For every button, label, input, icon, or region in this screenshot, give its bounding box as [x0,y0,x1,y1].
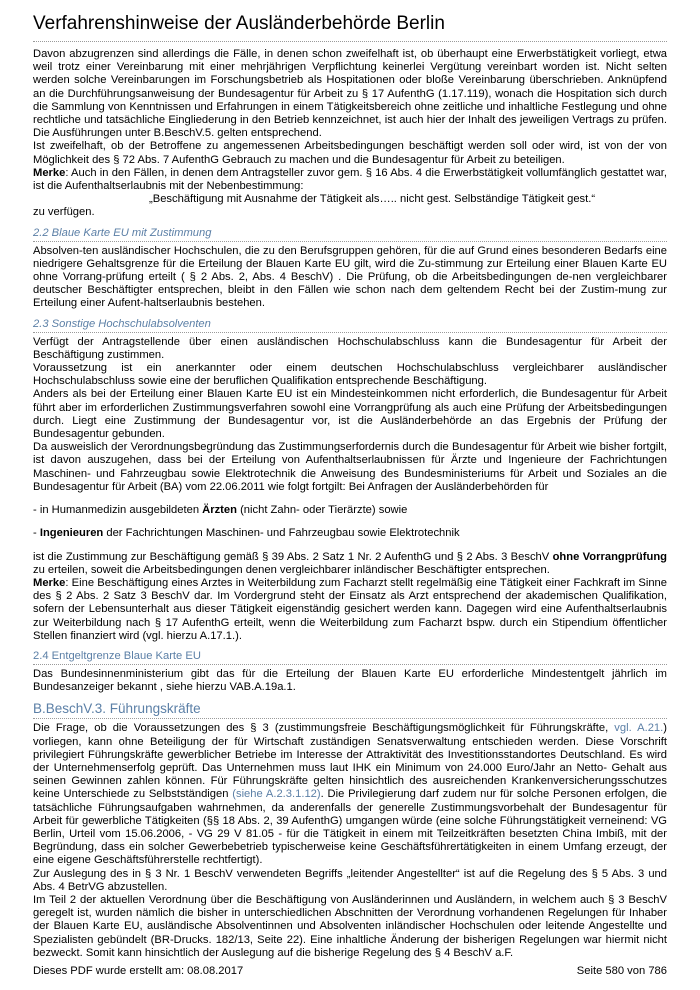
intro-paragraph-2: Ist zweifelhaft, ob der Betroffene zu angemessenen Arbeitsbedingungen beschäftigt werden soll oder wird, ist von der von Möglichkeit des § 72 Abs. 7 AufenthG Gebrauch zu machen und die Bundesagentur für Arbeit zu beteiligen. [33,140,667,166]
section-2-3-paragraph-1: Verfügt der Antragstellende über einen ausländischen Hochschulabschluss kann die Bundesagentur für Arbeit der Beschäftigung zustimmen. [33,335,667,361]
document-title: Verfahrenshinweise der Ausländerbehörde Berlin [33,12,667,42]
quoted-condition: „Beschäftigung mit Ausnahme der Tätigkeit als….. nicht gest. Selbständige Tätigkeit gest.“ [149,193,596,206]
list-item-engineers [33,527,667,540]
list-item-bold: Ärzten [202,504,237,517]
paragraph-text: ist die Zustimmung zur Beschäftigung gemäß § 39 Abs. 2 Satz 1 Nr. 2 AufenthG und § 2 Abs. 3 BeschV [33,550,553,563]
section-3-paragraph-3: Im Teil 2 der aktuellen Verordnung über die Beschäftigung von Ausländerinnen und Ausländern, in welchem auch § 3 BeschV geregelt ist, wurden nämlich die bisher in unterschiedlichen Abschnitten der Verordnung vorhandenen Regelungen für Inhaber der Blauen Karte EU, ausländische Absolventinnen und Absolventen inländischer Hochschulen oder leitende Angestellte und Spezialisten gebündelt (BR-Drucks. 182/13, Seite 22). Eine inhaltliche Änderung der bisherigen Regelungen war hiermit nicht bezweckt. Somit kann hinsichtlich der Auslegung auf die bisherige Regelung des § 4 BeschV a.F. [33,893,667,959]
reference-link-a21[interactable]: vgl. A.21. [614,722,664,735]
paragraph-text: ) vorliegen, kann ohne Beteiligung der für Wirtschaft zuständigen Senatsverwaltung entschieden werden. Diese Vorschrift privilegiert Führungskräfte gewerblicher Betriebe im Interesse der Attraktivität des Investitionsstandortes Deutschland. Es wird der Unternehmenserfolg geprüft. Das Unternehmen muss laut IHK ein Minimum von 24.000 Euro/Jahr an Netto- Gehalt aus seinen Gewinnen zahlen können. Für Führungskräfte gelten hinsichtlich des ausreichenden Krankenversicherungsschutzes keine Unterschiede zu Selbstständigen [33,722,667,801]
list-item-text: der Fachrichtungen Maschinen- und Fahrzeugbau sowie Elektrotechnik [103,527,460,540]
section-2-3-paragraph-2: Voraussetzung ist ein anerkannter oder einem deutschen Hochschulabschluss vergleichbarer ausländischer Hochschulabschluss sowie eine der beruflichen Qualifikation entsprechende Beschäftigung. [33,362,667,388]
section-3-paragraph-2: Zur Auslegung des in § 3 Nr. 1 BeschV verwendeten Begriffs „leitender Angestellter“ ist auf die Regelung des § 5 Abs. 3 und Abs. 4 BetrVG abzustellen. [33,867,667,893]
section-2-3-merke [33,577,667,643]
section-2-3-paragraph-5 [33,551,667,577]
section-2-3-paragraph-3: Anders als bei der Erteilung einer Blauen Karte EU ist ein Mindesteinkommen nicht erforderlich, die Bundesagentur für Arbeit führt aber im erforderlichen Zustimmungsverfahren sowohl eine Vorrangprüfung als auch eine Prüfung der Arbeitsbedingungen durch. Liegt eine Zustimmung der Bundesagentur vor, ist die Ausländerbehörde an das Ergebnis der Prüfung der Bundesagentur gebunden. [33,388,667,441]
subheading-2-3: 2.3 Sonstige Hochschulabsolventen [33,317,667,333]
page-footer [33,964,667,978]
list-item-text: (nicht Zahn- oder Tierärzte) sowie [236,504,408,517]
footer-created-date: Dieses PDF wurde erstellt am: 08.08.2017 [33,965,244,977]
merke-label: Merke [33,576,66,589]
section-2-3-paragraph-4: Da ausweislich der Verordnungsbegründung das Zustimmungserfordernis durch die Bundesagentur für Arbeit wie bisher fortgilt, ist davon auszugehen, dass bei der Erteilung von Aufenthaltserlaubnissen für Ärzte und Ingenieure der Fachrichtungen Maschinen- und Fahrzeugbau sowie Elektrotechnik die Anweisung des Bundesministeriums für Arbeit und Soziales an die Bundesagentur für Arbeit (BA) vom 22.06.2011 wie folgt fortgilt: Bei Anfragen der Ausländerbehörden für [33,441,667,493]
list-item-doctors [33,504,667,517]
paragraph-text: Die Frage, ob die Voraussetzungen des § 3 (zustimmungsfreie Beschäftigungsmöglichkeit für Führungskräfte, [33,722,615,735]
reference-link-a2-3-1-12[interactable]: (siehe A.2.3.1.12) [232,788,321,801]
subheading-2-4: 2.4 Entgeltgrenze Blaue Karte EU [33,649,667,665]
intro-paragraph-1: Davon abzugrenzen sind allerdings die Fälle, in denen schon zweifelhaft ist, ob überhaupt eine Erwerbstätigkeit vorliegt, etwa weil trotz einer Vereinbarung mit einer mehrjährigen Verpflichtung keinerlei Vergütung vereinbart worden ist. Nicht selten werden solche Vereinbarungen im Forschungsbetrieb als Hospitationen oder bloße Vereinbarung überschrieben. Anknüpfend an die Durchführungsanweisung der Bundesagentur für Arbeit zu § 17 AufenthG (1.17.119), wonach die Hospitation sich durch die Sammlung von Kenntnissen und Erfahrungen in einem Tätigkeitsbereich ohne zeitliche und inhaltliche Festlegung und ohne rechtliche und tatsächliche Eingliederung in den Betrieb kennzeichnet, ist auch hier der Inhalt des jeweiligen Vertrags zu prüfen. Die Ausführungen unter B.BeschV.5. gelten entsprechend. [33,48,667,140]
paragraph-bold: ohne Vorrangprüfung [552,550,667,563]
document-page [33,0,667,960]
paragraph-text: zu erteilen, soweit die Arbeitsbedingungen denen vergleichbarer inländischer Beschäftigter entsprechen. [33,563,550,576]
list-item-text: - in Humanmedizin ausgebildeten [33,504,203,517]
footer-page-number: Seite 580 von 786 [576,965,667,977]
section-2-4-paragraph: Das Bundesinnenministerium gibt das für die Erteilung der Blauen Karte EU erforderliche Mindestentgelt jährlich im Bundesanzeiger bekannt , siehe hierzu VAB.A.19a.1. [33,667,667,694]
intro-merke [33,167,667,193]
section-2-2-paragraph: Absolven-ten ausländischer Hochschulen, die zu den Berufsgruppen gehören, für die auf Grund eines besonderen Bedarfs eine niedrigere Gehaltsgrenze für die Erteilung der Blauen Karte EU gilt, wird die Zu-stimmung zur Erteilung einer Blauen Karte EU ohne Vorrang-prüfung erteilt ( § 2 Abs. 2, Abs. 4 BeschV) . Die Prüfung, ob die Arbeitsbedingungen de-nen vergleichbarer deutscher Beschäftigter entsprechen, bleibt in den Fällen wie schon nach dem geltendem Recht bei der Zustim-mung zur Erteilung einer Aufent-haltserlaubnis bestehen. [33,244,667,310]
merke-text: : Auch in den Fällen, in denen dem Antragsteller zuvor gem. § 16 Abs. 4 die Erwerbstätigkeit vollumfänglich gestattet war, ist die Aufenthaltserlaubnis mit der Nebenbestimmung: [33,166,667,193]
list-item-text: - [33,527,40,540]
merke-text: : Eine Beschäftigung eines Arztes in Weiterbildung zum Facharzt stellt regelmäßig eine Tätigkeit einer Fachkraft im Sinne des § 2 Abs. 2 Satz 3 BeschV dar. Im Vordergrund steht der Einsatz als Arzt entsprechend der akademischen Qualifikation, sofern der Lebensunterhalt aus dieser Tätigkeit eigenständig gesichert werden kann. Dagegen wird eine Aufenthaltserlaubnis zur Weiterbildung nach § 17 AufenthG erteilt, wenn die Weiterbildung zum Facharzt bspw. durch ein Stipendium öffentlicher Stellen finanziert wird (vgl. hierzu A.17.1.). [33,576,667,642]
intro-closing: zu verfügen. [33,206,95,219]
paragraph-text: . Die Privilegierung darf zudem nur für solche Personen erfolgen, die tatsächliche Führungsaufgaben wahrnehmen, da anderenfalls der generelle Zustimmungsvorbehalt der Bundesagentur für Arbeit für gewerbliche Tätigkeiten (§§ 18 Abs. 2, 39 AufenthG) umgangen würde (eine solche Führungstätigkeit verneinend: VG Berlin, Urteil vom 15.06.2006, - VG 29 V 81.05 - für die Tätigkeit in einem mit Teilzeitkräften besetzten China Imbiß, mit der Begründung, dass ein solcher Gewerbebetrieb typischerweise keine Geschäftsführertätigkeiten in einem Umfang erzeugt, der eine eigene Geschäftsführerstelle rechtfertigt). [33,788,667,867]
section-3-paragraph-1 [33,722,667,867]
list-item-bold: Ingenieuren [39,527,104,540]
section-heading-beschv-3: B.BeschV.3. Führungskräfte [33,700,667,719]
subheading-2-2: 2.2 Blaue Karte EU mit Zustimmung [33,226,667,242]
merke-label: Merke [33,166,66,179]
